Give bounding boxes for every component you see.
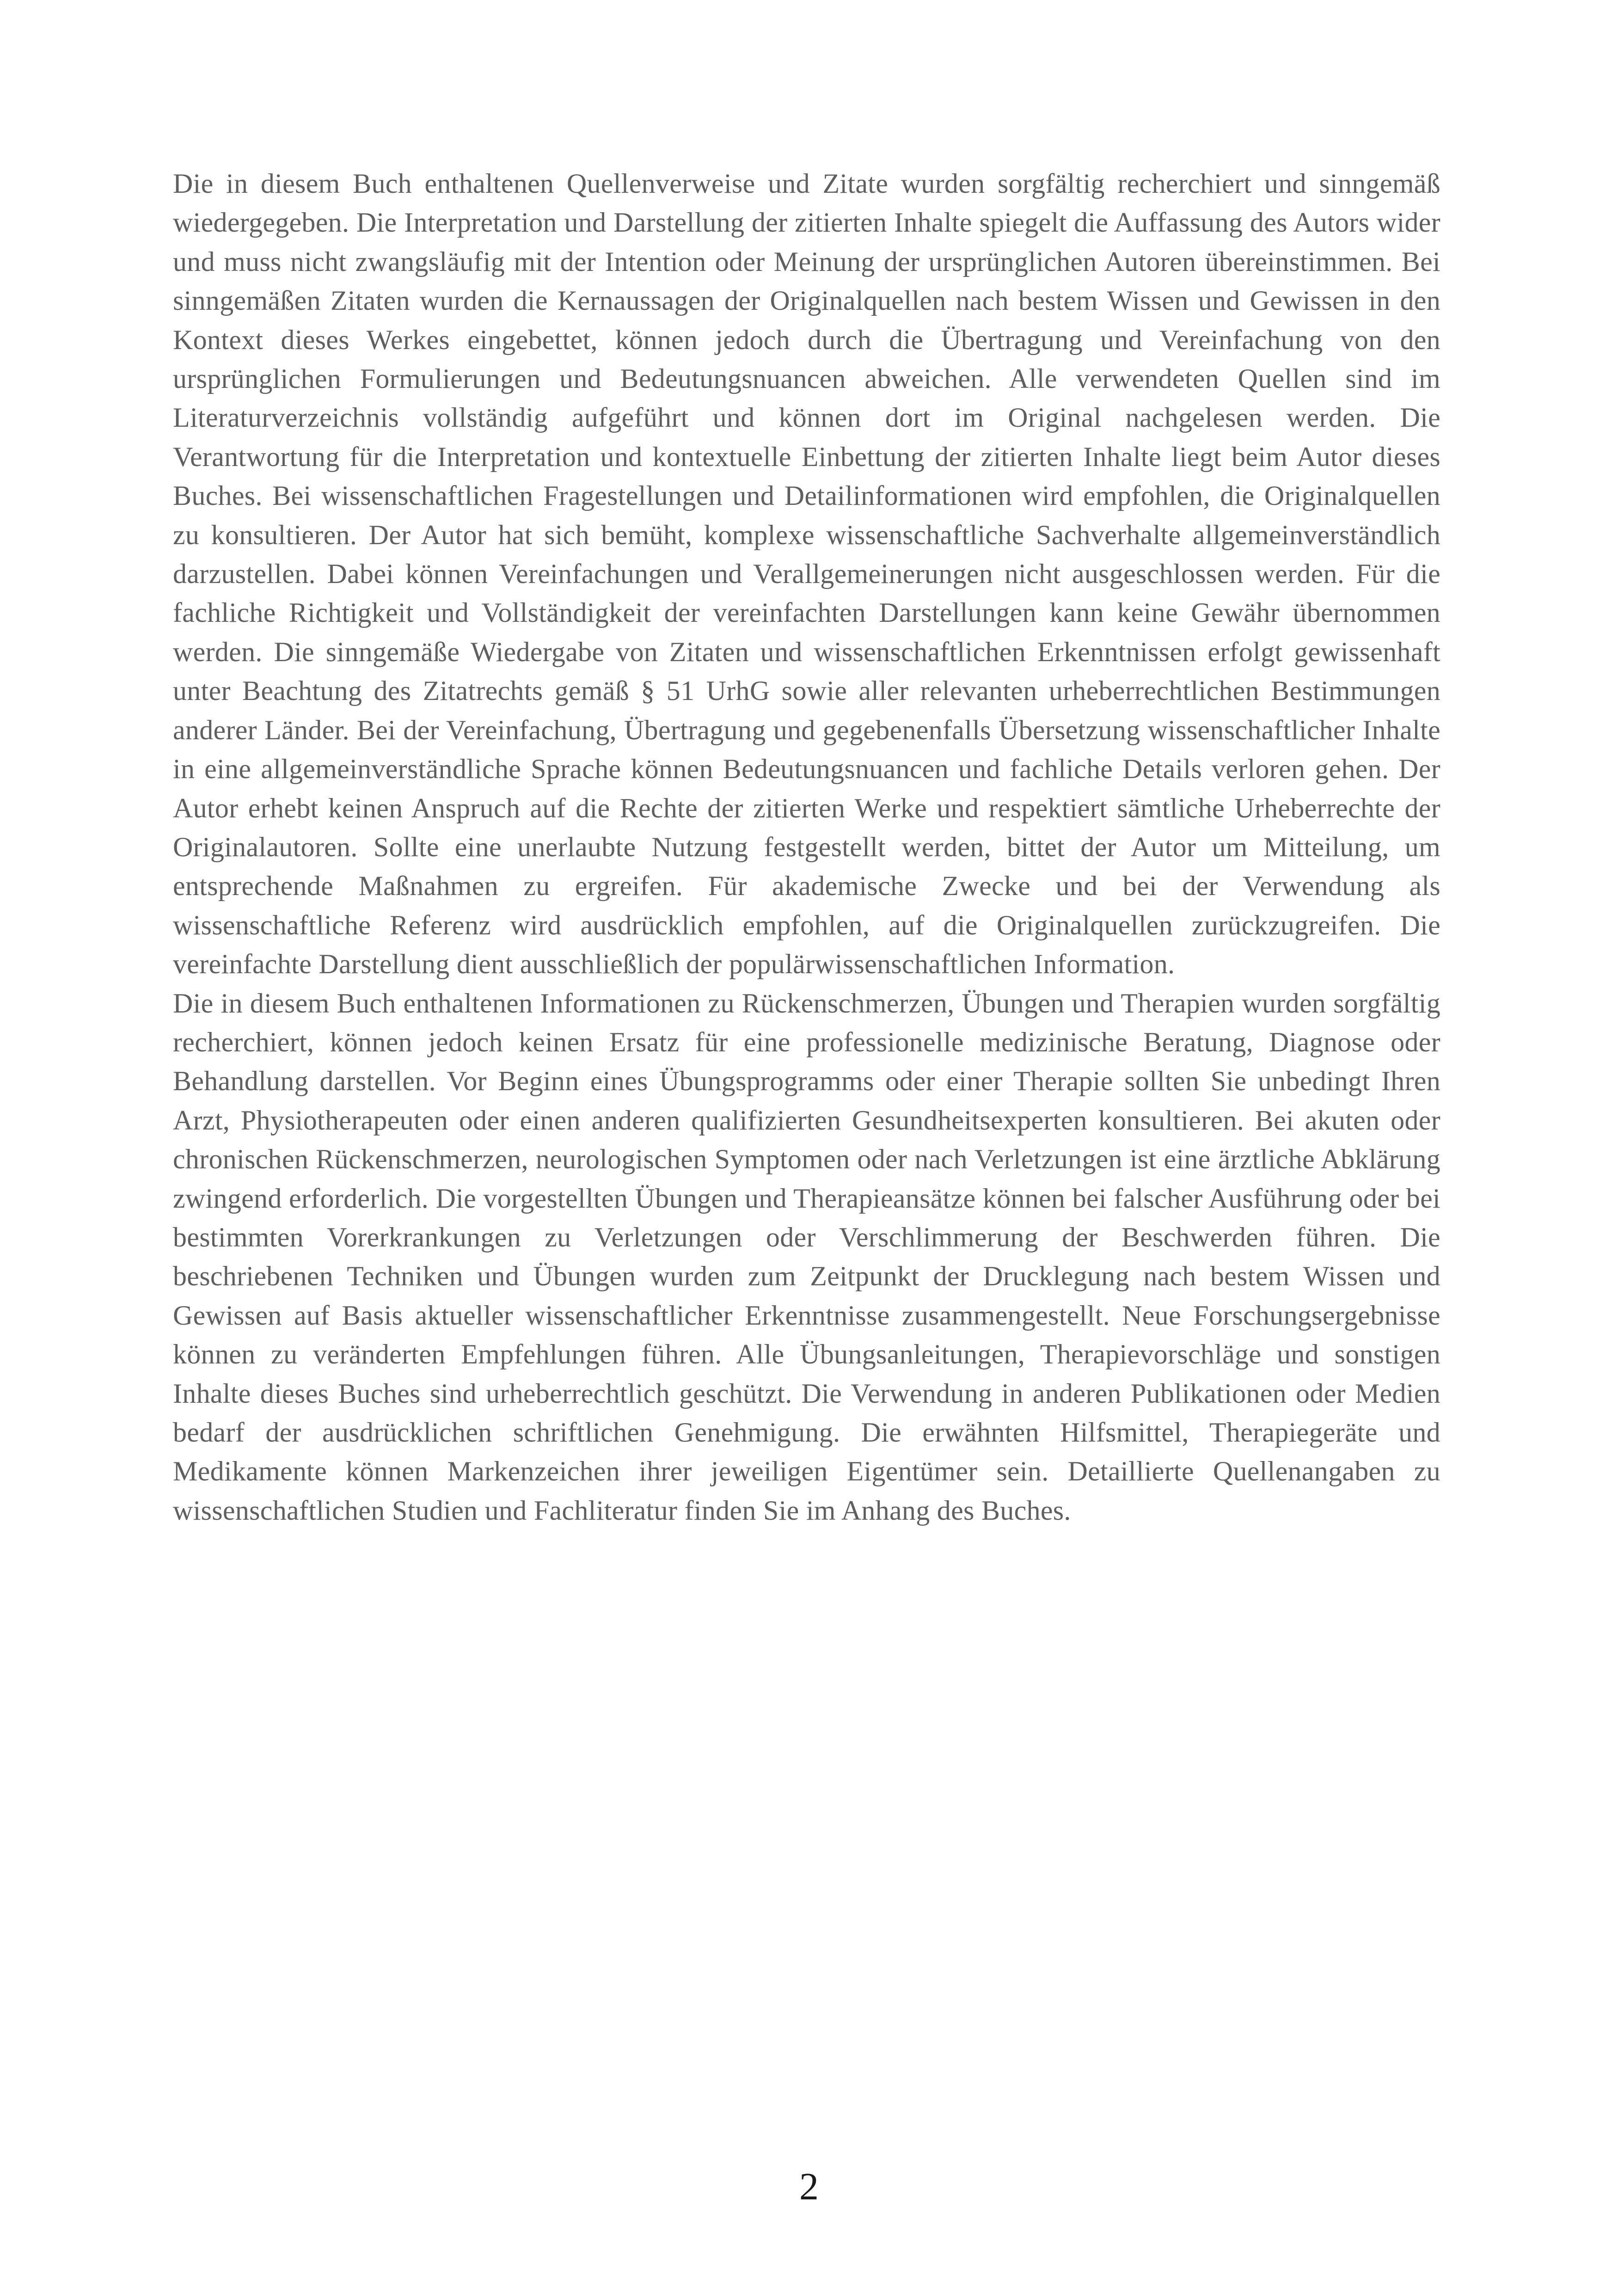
- page-number: 2: [799, 2165, 819, 2208]
- body-text: [173, 164, 1440, 1530]
- source-citation-disclaimer-paragraph: Die in diesem Buch enthaltenen Quellenverweise und Zitate wurden sorgfältig recherchiert und sinngemäß wiedergegeben. Die Interpretation und Darstellung der zitierten Inhalte spiegelt die Auffassung des Autors wider und muss nicht zwangsläufig mit der Intention oder Meinung der ursprünglichen Autoren übereinstimmen. Bei sinngemäßen Zitaten wurden die Kernaussagen der Originalquellen nach bestem Wissen und Gewissen in den Kontext dieses Werkes eingebettet, können jedoch durch die Übertragung und Vereinfachung von den ursprünglichen Formulierungen und Bedeutungsnuancen abweichen. Alle verwendeten Quellen sind im Literaturverzeichnis vollständig aufgeführt und können dort im Original nachgelesen werden. Die Verantwortung für die Interpretation und kontextuelle Einbettung der zitierten Inhalte liegt beim Autor dieses Buches. Bei wissenschaftlichen Fragestellungen und Detailinformationen wird empfohlen, die Originalquellen zu konsultieren. Der Autor hat sich bemüht, komplexe wissenschaftliche Sachverhalte allgemeinverständlich darzustellen. Dabei können Vereinfachungen und Verallgemeinerungen nicht ausgeschlossen werden. Für die fachliche Richtigkeit und Vollständigkeit der vereinfachten Darstellungen kann keine Gewähr übernommen werden. Die sinngemäße Wiedergabe von Zitaten und wissenschaftlichen Erkenntnissen erfolgt gewissenhaft unter Beachtung des Zitatrechts gemäß § 51 UrhG sowie aller relevanten urheberrechtlichen Bestimmungen anderer Länder. Bei der Vereinfachung, Übertragung und gegebenenfalls Übersetzung wissenschaftlicher Inhalte in eine allgemeinverständliche Sprache können Bedeutungsnuancen und fachliche Details verloren gehen. Der Autor erhebt keinen Anspruch auf die Rechte der zitierten Werke und respektiert sämtliche Urheberrechte der Originalautoren. Sollte eine unerlaubte Nutzung festgestellt werden, bittet der Autor um Mitteilung, um entsprechende Maßnahmen zu ergreifen. Für akademische Zwecke und bei der Verwendung als wissenschaftliche Referenz wird ausdrücklich empfohlen, auf die Originalquellen zurückzugreifen. Die vereinfachte Darstellung dient ausschließlich der populärwissenschaftlichen Information.: [173, 168, 1440, 980]
- medical-disclaimer-paragraph: Die in diesem Buch enthaltenen Informationen zu Rückenschmerzen, Übungen und Therapien wurden sorgfältig recherchiert, können jedoch keinen Ersatz für eine professionelle medizinische Beratung, Diagnose oder Behandlung darstellen. Vor Beginn eines Übungsprogramms oder einer Therapie sollten Sie unbedingt Ihren Arzt, Physiotherapeuten oder einen anderen qualifizierten Gesundheitsexperten konsultieren. Bei akuten oder chronischen Rückenschmerzen, neurologischen Symptomen oder nach Verletzungen ist eine ärztliche Abklärung zwingend erforderlich. Die vorgestellten Übungen und Therapieansätze können bei falscher Ausführung oder bei bestimmten Vorerkrankungen zu Verletzungen oder Verschlimmerung der Beschwerden führen. Die beschriebenen Techniken und Übungen wurden zum Zeitpunkt der Drucklegung nach bestem Wissen und Gewissen auf Basis aktueller wissenschaftlicher Erkenntnisse zusammengestellt. Neue Forschungsergebnisse können zu veränderten Empfehlungen führen. Alle Übungsanleitungen, Therapievorschläge und sonstigen Inhalte dieses Buches sind urheberrechtlich geschützt. Die Verwendung in anderen Publikationen oder Medien bedarf der ausdrücklichen schriftlichen Genehmigung. Die erwähnten Hilfsmittel, Therapiegeräte und Medikamente können Markenzeichen ihrer jeweiligen Eigentümer sein. Detaillierte Quellenangaben zu wissenschaftlichen Studien und Fachliteratur finden Sie im Anhang des Buches.: [173, 988, 1440, 1526]
